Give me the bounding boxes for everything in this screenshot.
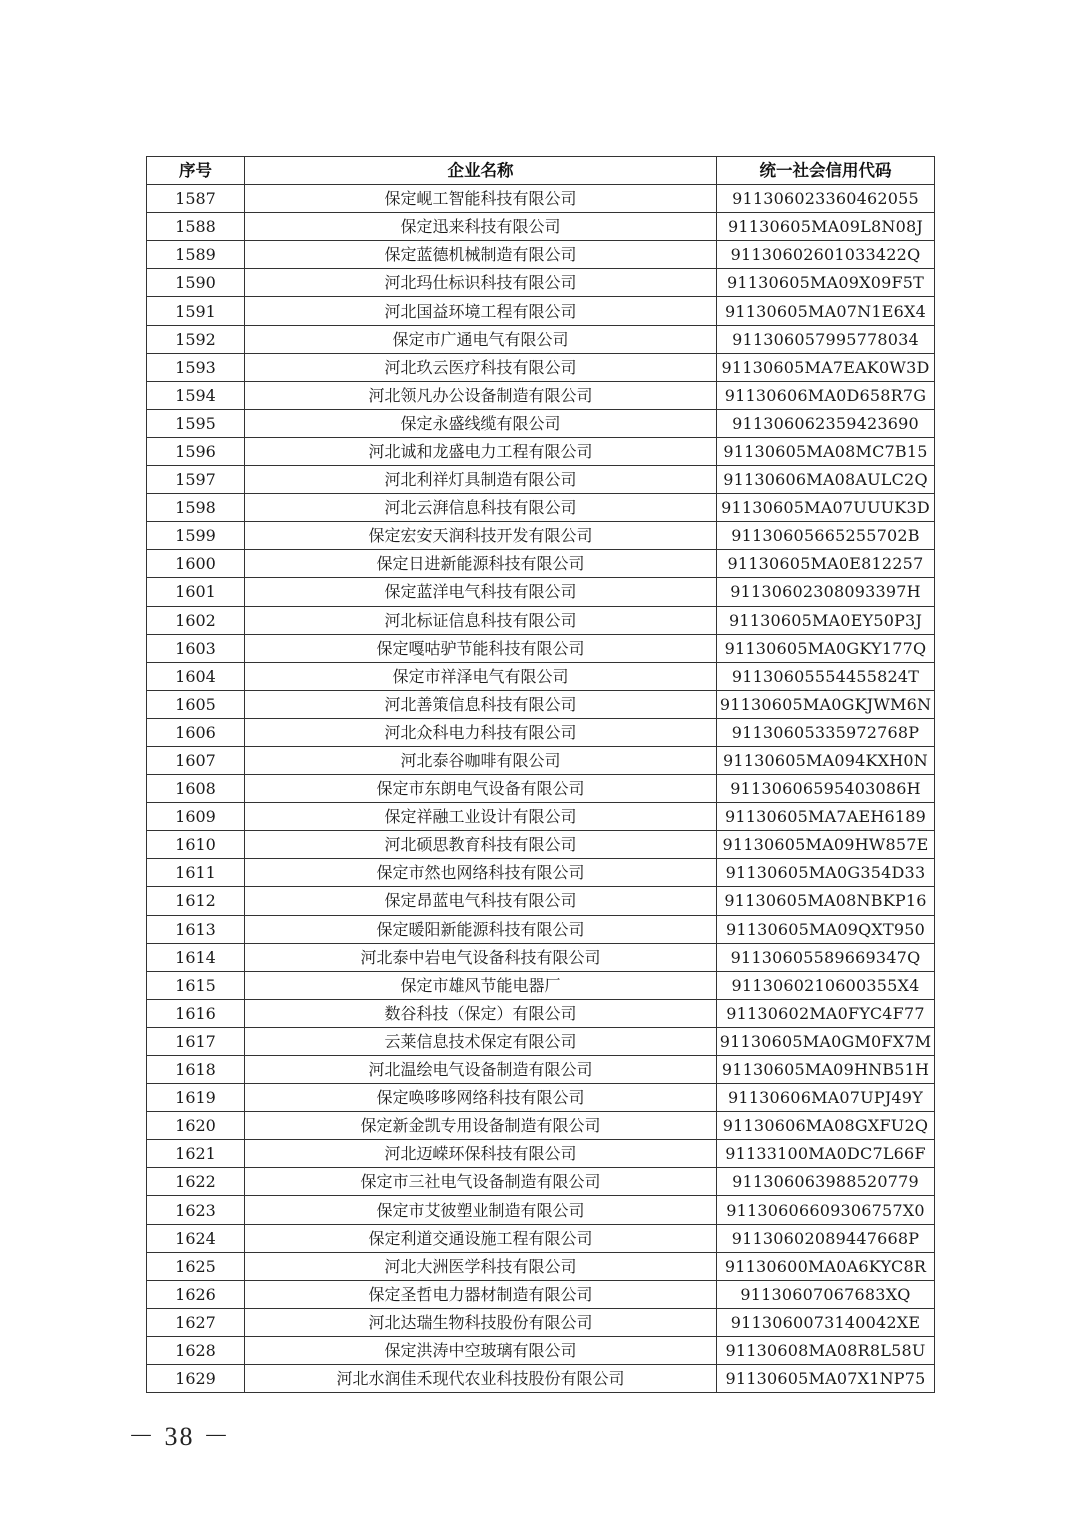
- cell-serial-number: 1593: [147, 353, 245, 381]
- table-row: [147, 803, 935, 831]
- cell-company-name: 河北泰谷咖啡有限公司: [245, 746, 717, 774]
- cell-credit-code: 91130602308093397H: [717, 578, 935, 606]
- table-row: [147, 550, 935, 578]
- table-row: [147, 943, 935, 971]
- cell-serial-number: 1628: [147, 1336, 245, 1364]
- table-row: [147, 213, 935, 241]
- cell-company-name: 保定暖阳新能源科技有限公司: [245, 915, 717, 943]
- table-row: [147, 1280, 935, 1308]
- cell-serial-number: 1617: [147, 1027, 245, 1055]
- cell-company-name: 河北众科电力科技有限公司: [245, 718, 717, 746]
- cell-company-name: 河北利祥灯具制造有限公司: [245, 466, 717, 494]
- cell-company-name: 河北国益环境工程有限公司: [245, 297, 717, 325]
- cell-serial-number: 1624: [147, 1224, 245, 1252]
- table-row: [147, 746, 935, 774]
- cell-serial-number: 1610: [147, 831, 245, 859]
- cell-company-name: 保定市三社电气设备制造有限公司: [245, 1168, 717, 1196]
- table-row: [147, 297, 935, 325]
- cell-company-name: 保定洪涛中空玻璃有限公司: [245, 1336, 717, 1364]
- table-row: [147, 1224, 935, 1252]
- cell-company-name: 河北玖云医疗科技有限公司: [245, 353, 717, 381]
- table-row: [147, 466, 935, 494]
- cell-serial-number: 1601: [147, 578, 245, 606]
- cell-company-name: 保定祥融工业设计有限公司: [245, 803, 717, 831]
- table-row: [147, 1196, 935, 1224]
- cell-serial-number: 1614: [147, 943, 245, 971]
- cell-serial-number: 1597: [147, 466, 245, 494]
- cell-serial-number: 1604: [147, 662, 245, 690]
- cell-credit-code: 91130605MA0EY50P3J: [717, 606, 935, 634]
- cell-credit-code: 91130605MA08NBKP16: [717, 887, 935, 915]
- cell-company-name: 保定永盛线缆有限公司: [245, 409, 717, 437]
- cell-serial-number: 1598: [147, 494, 245, 522]
- cell-company-name: 保定圣哲电力器材制造有限公司: [245, 1280, 717, 1308]
- cell-company-name: 保定新金凯专用设备制造有限公司: [245, 1112, 717, 1140]
- cell-credit-code: 91130605554455824T: [717, 662, 935, 690]
- cell-company-name: 保定市然也网络科技有限公司: [245, 859, 717, 887]
- cell-company-name: 保定蓝洋电气科技有限公司: [245, 578, 717, 606]
- cell-company-name: 河北大洲医学科技有限公司: [245, 1252, 717, 1280]
- table-body: [147, 185, 935, 1393]
- cell-serial-number: 1611: [147, 859, 245, 887]
- cell-credit-code: 91130605MA09X09F5T: [717, 269, 935, 297]
- cell-company-name: 河北云湃信息科技有限公司: [245, 494, 717, 522]
- cell-credit-code: 91130605335972768P: [717, 718, 935, 746]
- table-row: [147, 1084, 935, 1112]
- cell-credit-code: 911306023360462055: [717, 185, 935, 213]
- cell-credit-code: 91130605MA7AEH6189: [717, 803, 935, 831]
- table-row: [147, 1112, 935, 1140]
- cell-credit-code: 91130605MA08MC7B15: [717, 437, 935, 465]
- cell-company-name: 河北水润佳禾现代农业科技股份有限公司: [245, 1365, 717, 1393]
- cell-credit-code: 91130606MA07UPJ49Y: [717, 1084, 935, 1112]
- cell-serial-number: 1600: [147, 550, 245, 578]
- cell-company-name: 保定迅来科技有限公司: [245, 213, 717, 241]
- cell-serial-number: 1626: [147, 1280, 245, 1308]
- cell-credit-code: 91130605MA0GM0FX7M: [717, 1027, 935, 1055]
- cell-credit-code: 91130600MA0A6KYC8R: [717, 1252, 935, 1280]
- table-row: [147, 887, 935, 915]
- cell-company-name: 河北诚和龙盛电力工程有限公司: [245, 437, 717, 465]
- enterprise-table: [146, 156, 935, 1393]
- cell-credit-code: 91130602089447668P: [717, 1224, 935, 1252]
- cell-company-name: 保定宏安天润科技开发有限公司: [245, 522, 717, 550]
- cell-credit-code: 91130605MA07X1NP75: [717, 1365, 935, 1393]
- cell-company-name: 河北领凡办公设备制造有限公司: [245, 381, 717, 409]
- cell-company-name: 保定市东朗电气设备有限公司: [245, 775, 717, 803]
- table-row: [147, 1140, 935, 1168]
- table-row: [147, 662, 935, 690]
- table-row: [147, 409, 935, 437]
- table-row: [147, 381, 935, 409]
- cell-serial-number: 1590: [147, 269, 245, 297]
- cell-serial-number: 1587: [147, 185, 245, 213]
- cell-serial-number: 1612: [147, 887, 245, 915]
- cell-company-name: 保定市艾彼塑业制造有限公司: [245, 1196, 717, 1224]
- table-row: [147, 353, 935, 381]
- cell-company-name: 河北达瑞生物科技股份有限公司: [245, 1308, 717, 1336]
- table-row: [147, 971, 935, 999]
- cell-credit-code: 91130605665255702B: [717, 522, 935, 550]
- cell-serial-number: 1609: [147, 803, 245, 831]
- cell-company-name: 保定蓝德机械制造有限公司: [245, 241, 717, 269]
- cell-serial-number: 1621: [147, 1140, 245, 1168]
- cell-company-name: 河北温绘电气设备制造有限公司: [245, 1056, 717, 1084]
- table-row: [147, 1336, 935, 1364]
- table-row: [147, 690, 935, 718]
- header-serial-number: 序号: [147, 157, 245, 185]
- cell-credit-code: 91130606MA0D658R7G: [717, 381, 935, 409]
- cell-credit-code: 91130605MA0G354D33: [717, 859, 935, 887]
- cell-serial-number: 1623: [147, 1196, 245, 1224]
- table-row: [147, 185, 935, 213]
- cell-credit-code: 91130605MA0GKJWM6N: [717, 690, 935, 718]
- cell-company-name: 保定昂蓝电气科技有限公司: [245, 887, 717, 915]
- cell-credit-code: 9113060210600355X4: [717, 971, 935, 999]
- table-row: [147, 1252, 935, 1280]
- cell-credit-code: 911306057995778034: [717, 325, 935, 353]
- table-row: [147, 241, 935, 269]
- cell-serial-number: 1602: [147, 606, 245, 634]
- table-row: [147, 859, 935, 887]
- cell-credit-code: 911306062359423690: [717, 409, 935, 437]
- cell-serial-number: 1592: [147, 325, 245, 353]
- cell-credit-code: 91130605MA09QXT950: [717, 915, 935, 943]
- table-row: [147, 1056, 935, 1084]
- table-row: [147, 999, 935, 1027]
- table-row: [147, 1365, 935, 1393]
- table-row: [147, 831, 935, 859]
- cell-serial-number: 1594: [147, 381, 245, 409]
- cell-company-name: 河北玛仕标识科技有限公司: [245, 269, 717, 297]
- cell-credit-code: 91130608MA08R8L58U: [717, 1336, 935, 1364]
- table-row: [147, 634, 935, 662]
- table-row: [147, 578, 935, 606]
- cell-serial-number: 1616: [147, 999, 245, 1027]
- cell-company-name: 保定嘎咕驴节能科技有限公司: [245, 634, 717, 662]
- cell-serial-number: 1606: [147, 718, 245, 746]
- header-credit-code: 统一社会信用代码: [717, 157, 935, 185]
- cell-company-name: 保定利道交通设施工程有限公司: [245, 1224, 717, 1252]
- header-row: [147, 157, 935, 185]
- cell-company-name: 保定市广通电气有限公司: [245, 325, 717, 353]
- cell-serial-number: 1615: [147, 971, 245, 999]
- cell-credit-code: 91130605MA7EAK0W3D: [717, 353, 935, 381]
- cell-serial-number: 1627: [147, 1308, 245, 1336]
- table-row: [147, 1027, 935, 1055]
- cell-serial-number: 1622: [147, 1168, 245, 1196]
- table-row: [147, 522, 935, 550]
- page-number: － 38 －: [128, 1422, 232, 1451]
- cell-company-name: 保定市祥泽电气有限公司: [245, 662, 717, 690]
- cell-credit-code: 911306063988520779: [717, 1168, 935, 1196]
- cell-credit-code: 91130605MA07UUUK3D: [717, 494, 935, 522]
- cell-credit-code: 91130605MA094KXH0N: [717, 746, 935, 774]
- cell-credit-code: 91130605MA07N1E6X4: [717, 297, 935, 325]
- cell-company-name: 河北标证信息科技有限公司: [245, 606, 717, 634]
- cell-credit-code: 91130606609306757X0: [717, 1196, 935, 1224]
- cell-credit-code: 91130605589669347Q: [717, 943, 935, 971]
- cell-serial-number: 1596: [147, 437, 245, 465]
- cell-serial-number: 1625: [147, 1252, 245, 1280]
- cell-credit-code: 91130605MA09HNB51H: [717, 1056, 935, 1084]
- table-row: [147, 1168, 935, 1196]
- cell-credit-code: 91133100MA0DC7L66F: [717, 1140, 935, 1168]
- cell-credit-code: 91130606595403086H: [717, 775, 935, 803]
- cell-credit-code: 91130605MA0E812257: [717, 550, 935, 578]
- table-row: [147, 437, 935, 465]
- cell-company-name: 河北硕思教育科技有限公司: [245, 831, 717, 859]
- cell-serial-number: 1588: [147, 213, 245, 241]
- table-row: [147, 269, 935, 297]
- cell-serial-number: 1629: [147, 1365, 245, 1393]
- cell-credit-code: 91130602601033422Q: [717, 241, 935, 269]
- cell-serial-number: 1589: [147, 241, 245, 269]
- table-row: [147, 606, 935, 634]
- cell-serial-number: 1620: [147, 1112, 245, 1140]
- cell-company-name: 云莱信息技术保定有限公司: [245, 1027, 717, 1055]
- table-header: [147, 157, 935, 185]
- cell-serial-number: 1607: [147, 746, 245, 774]
- cell-company-name: 数谷科技（保定）有限公司: [245, 999, 717, 1027]
- cell-company-name: 保定岘工智能科技有限公司: [245, 185, 717, 213]
- cell-serial-number: 1618: [147, 1056, 245, 1084]
- cell-credit-code: 91130605MA09HW857E: [717, 831, 935, 859]
- cell-company-name: 河北迈嵘环保科技有限公司: [245, 1140, 717, 1168]
- cell-credit-code: 91130606MA08GXFU2Q: [717, 1112, 935, 1140]
- cell-serial-number: 1605: [147, 690, 245, 718]
- cell-credit-code: 91130606MA08AULC2Q: [717, 466, 935, 494]
- cell-company-name: 河北泰中岩电气设备科技有限公司: [245, 943, 717, 971]
- cell-serial-number: 1608: [147, 775, 245, 803]
- table-row: [147, 775, 935, 803]
- table-row: [147, 915, 935, 943]
- cell-serial-number: 1613: [147, 915, 245, 943]
- header-company-name: 企业名称: [245, 157, 717, 185]
- cell-company-name: 保定日进新能源科技有限公司: [245, 550, 717, 578]
- cell-serial-number: 1599: [147, 522, 245, 550]
- cell-serial-number: 1619: [147, 1084, 245, 1112]
- table-row: [147, 1308, 935, 1336]
- table-row: [147, 325, 935, 353]
- cell-credit-code: 91130607067683XQ: [717, 1280, 935, 1308]
- table-row: [147, 718, 935, 746]
- cell-credit-code: 91130602MA0FYC4F77: [717, 999, 935, 1027]
- cell-serial-number: 1595: [147, 409, 245, 437]
- table-row: [147, 494, 935, 522]
- cell-company-name: 保定市雄风节能电器厂: [245, 971, 717, 999]
- cell-company-name: 河北善策信息科技有限公司: [245, 690, 717, 718]
- cell-credit-code: 91130605MA09L8N08J: [717, 213, 935, 241]
- cell-serial-number: 1603: [147, 634, 245, 662]
- cell-credit-code: 91130605MA0GKY177Q: [717, 634, 935, 662]
- cell-company-name: 保定唤哆哆网络科技有限公司: [245, 1084, 717, 1112]
- cell-credit-code: 911306007314004​2XE: [717, 1308, 935, 1336]
- cell-serial-number: 1591: [147, 297, 245, 325]
